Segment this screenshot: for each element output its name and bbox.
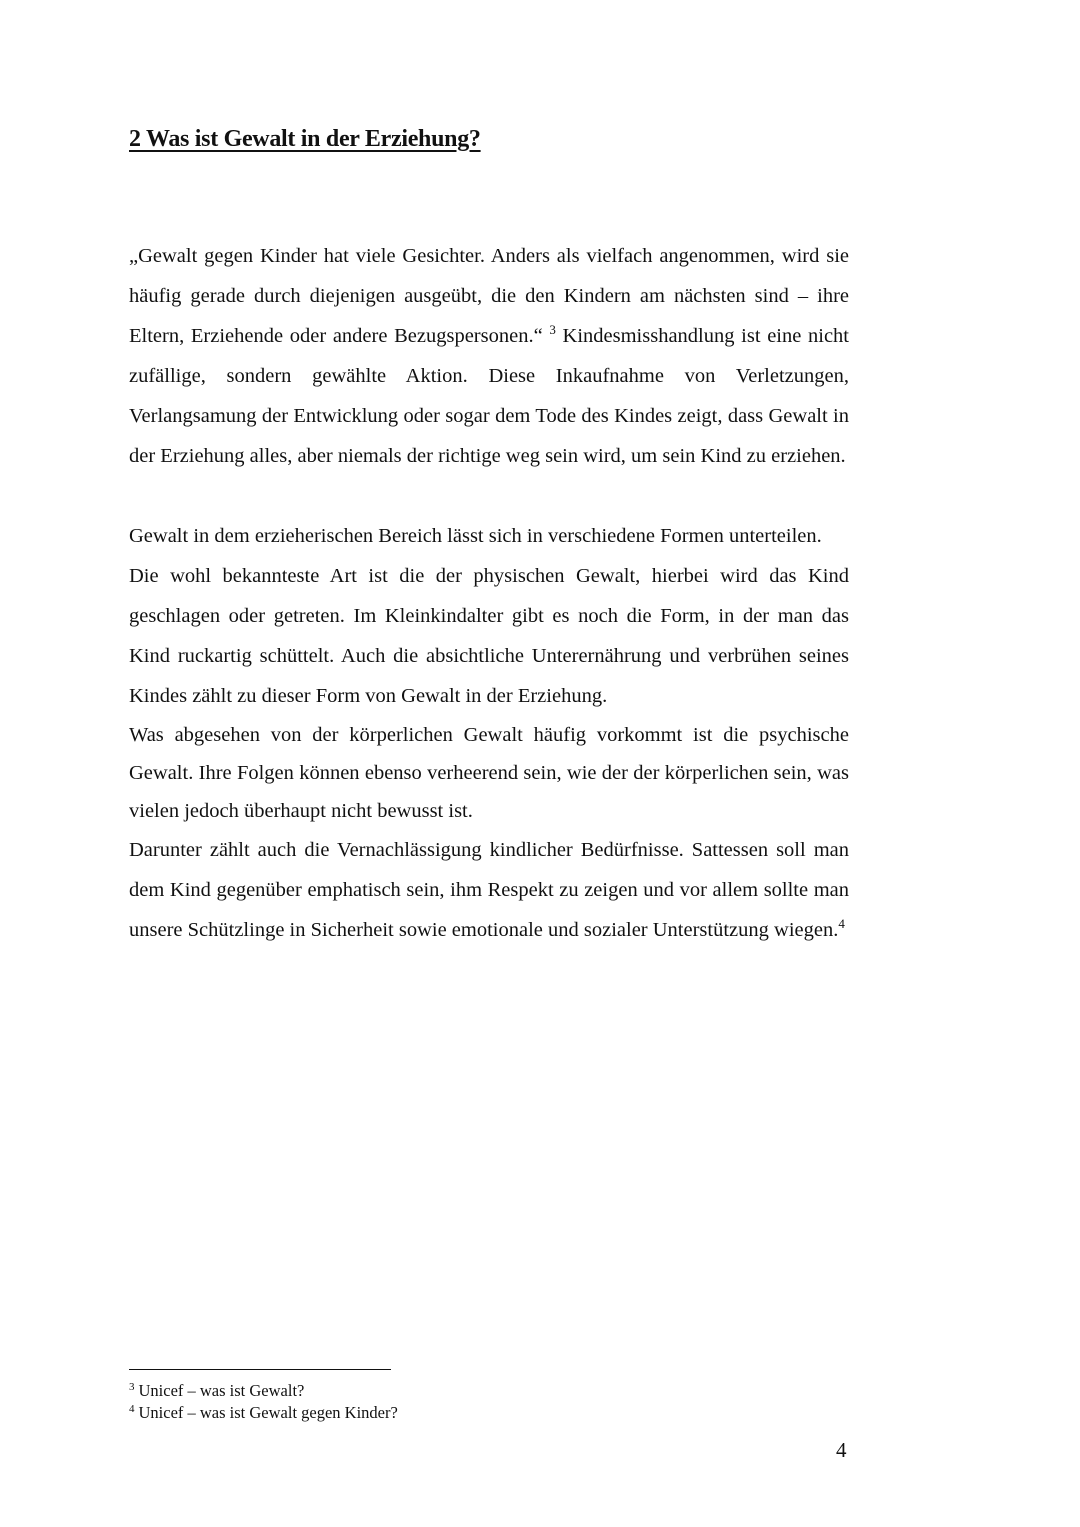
paragraph-5 bbox=[129, 830, 849, 950]
paragraph-1-quote: „Gewalt gegen Kinder hat viele Gesichter. Anders als vielfach angenommen, wird sie häufig gerade durch diejenigen ausgeübt, die den Kindern am nächsten sind – ihre Eltern, Erziehende oder andere Bezugspersonen.“ bbox=[129, 245, 849, 347]
footnote-3 bbox=[129, 1380, 398, 1402]
paragraph-3: Die wohl bekannteste Art ist die der physischen Gewalt, hierbei wird das Kind geschlagen oder getreten. Im Kleinkindalter gibt es noch die Form, in der man das Kind ruckartig schüttelt. Auch die absichtliche Unterernährung und verbrühen seines Kindes zählt zu dieser Form von Gewalt in der Erziehung. bbox=[129, 565, 849, 707]
footnote-mark: 4 bbox=[129, 1403, 135, 1415]
body-text bbox=[129, 236, 849, 950]
page-number: 4 bbox=[836, 1438, 847, 1462]
footnote-text: Unicef – was ist Gewalt? bbox=[138, 1381, 305, 1400]
footnote-text: Unicef – was ist Gewalt gegen Kinder? bbox=[138, 1403, 398, 1422]
footnotes bbox=[129, 1380, 398, 1424]
section-heading: 2 Was ist Gewalt in der Erziehung? bbox=[129, 126, 481, 152]
paragraph-5-text: Darunter zählt auch die Vernachlässigung kindlicher Bedürfnisse. Sattessen soll man dem Kind gegenüber emphatisch sein, ihm Respekt zu zeigen und vor allem sollte man unsere Schützlinge in Sicherheit sowie emotionale und sozialer Unterstützung wiegen. bbox=[129, 839, 849, 941]
footnote-ref-4[interactable]: 4 bbox=[838, 916, 845, 931]
footnote-separator bbox=[129, 1369, 391, 1370]
footnote-mark: 3 bbox=[129, 1381, 135, 1393]
footnote-4 bbox=[129, 1402, 398, 1424]
paragraph-2: Gewalt in dem erzieherischen Bereich lässt sich in verschiedene Formen unterteilen. bbox=[129, 525, 822, 547]
footnote-ref-3[interactable]: 3 bbox=[549, 322, 556, 337]
paragraph-4: Was abgesehen von der körperlichen Gewalt häufig vorkommt ist die psychische Gewalt. Ihre Folgen können ebenso verheerend sein, wie der der körperlichen sein, was vielen jedoch überhaupt nicht bewusst ist. bbox=[129, 724, 849, 822]
paragraph-1 bbox=[129, 236, 849, 476]
paragraph-1-rest: Kindesmisshandlung ist eine nicht zufällige, sondern gewählte Aktion. Diese Inkaufnahme von Verletzungen, Verlangsamung der Entwicklung oder sogar dem Tode des Kindes zeigt, dass Gewalt in der Erziehung alles, aber niemals der richtige weg sein wird, um sein Kind zu erziehen. bbox=[129, 325, 849, 467]
